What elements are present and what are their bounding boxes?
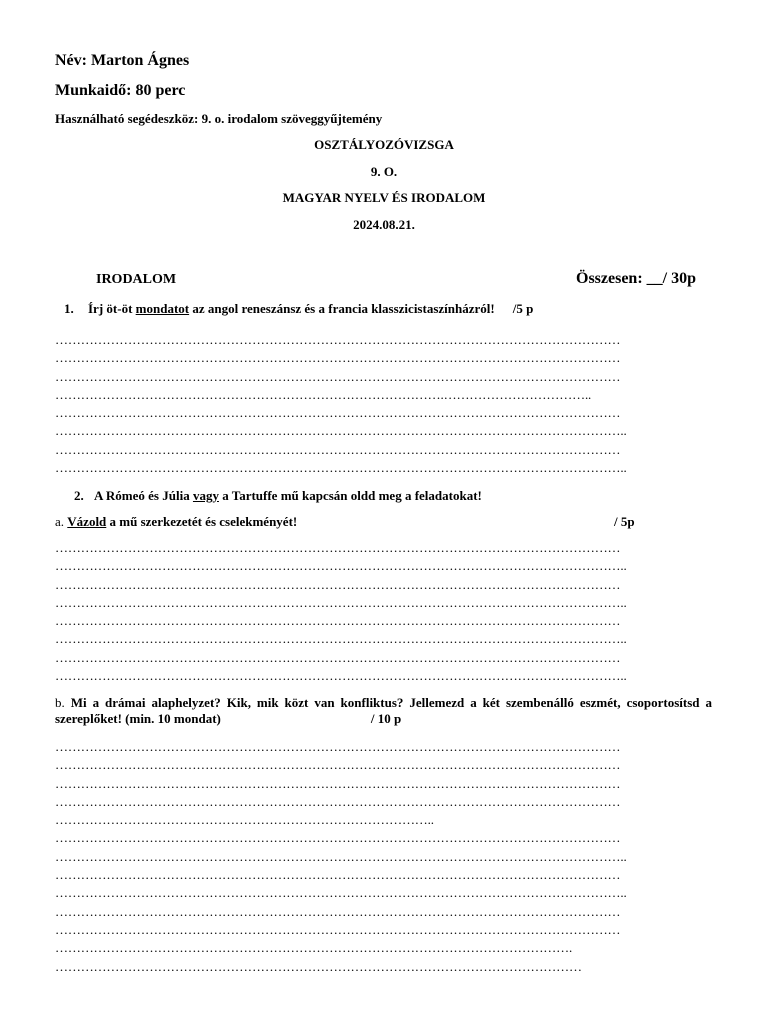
question-emphasis: Vázold [67,514,107,529]
answer-line[interactable]: …………………………………………………………………………………………………………………… [55,540,621,555]
answer-line[interactable]: …………………………………………………………………………………………………………………… [55,405,621,421]
question-text: a mű szerkezetét és cselekményét! [106,514,298,529]
answer-lines-q1[interactable] [55,331,627,477]
answer-line[interactable]: …………………………………………………………………………………………………………………….. [55,558,627,574]
question-2 [74,488,482,504]
exam-title: OSZTÁLYOZÓVIZSGA [314,137,454,152]
total-score: Összesen: __/ 30p [576,270,696,287]
question-text: a Tartuffe mű kapcsán oldd meg a feladatokat! [218,488,482,503]
answer-line[interactable]: …………………………………………………………………………………………………………… [55,958,582,974]
question-number: 2. [74,488,84,503]
question-1 [64,301,533,317]
subquestion-label: a. [55,514,68,529]
answer-line[interactable]: …………………………………………………………………………………………………………………….. [55,423,627,439]
answer-line[interactable]: …………………………………………………………………………………………………………………… [55,775,621,791]
student-name: Név: Marton Ágnes [55,52,190,69]
answer-line[interactable]: …………………………………………………………………………………………………………………….. [55,885,627,901]
question-2a-points: / 5p [614,514,635,529]
question-emphasis: vagy [192,488,219,503]
exam-date: 2024.08.21. [353,217,415,232]
question-text: Írj öt-öt [88,301,136,316]
section-title: IRODALOM [96,272,177,287]
answer-line[interactable]: …………………………………………………………………………………………………………………… [55,350,621,366]
question-text: A Rómeó és Júlia [94,488,193,503]
answer-line[interactable]: …………………………………………………………………………………………………………………….. [55,848,627,864]
question-number: 1. [64,301,74,316]
answer-line[interactable]: …………………………………………………………………………………………………………………… [55,576,621,592]
answer-line[interactable]: …………………………………………………………………………………………………………………… [55,332,621,347]
question-2a [55,514,297,530]
allowed-tools: Használható segédeszköz: 9. o. irodalom szöveggyűjtemény [55,111,383,126]
question-2b-points: / 10 p [370,711,402,726]
answer-line[interactable]: …………………………………………………………………………………………………………………… [55,903,621,919]
answer-line[interactable]: …………………………………………………………………………………………………………………… [55,757,621,773]
answer-line[interactable]: …………………………………………………………………………………………………………………….. [55,668,627,684]
answer-line[interactable]: …………………………………………………………………………………………………………………….. [55,631,627,647]
answer-lines-q2b[interactable] [55,738,627,976]
question-points: /5 p [512,301,534,316]
answer-line[interactable]: …………………………………………………………………………………………………………………… [55,921,621,937]
question-text: az angol reneszánsz és a francia klasszicistaszínházról! [189,301,495,316]
answer-line[interactable]: …………………………………………………………………………………………………………………… [55,649,621,665]
answer-line[interactable]: …………………………………………………………………………………………………………………… [55,830,621,846]
answer-line[interactable]: …………………………………………………………………………………………………………………… [55,368,621,384]
question-2b [55,695,712,727]
question-emphasis: mondatot [135,301,190,316]
answer-line[interactable]: …………………………………………………………………………………………………………………… [55,613,621,629]
answer-line[interactable]: …………………………………………………………………………….. [55,812,434,828]
answer-line[interactable]: …………………………………………………………………………………………………………. [55,940,573,956]
subject-title: MAGYAR NYELV ÉS IRODALOM [282,190,486,205]
subquestion-label: b. [55,695,71,710]
question-text: Mi a drámai alaphelyzet? Kik, mik közt van konfliktus? Jellemezd a két szembenálló eszmét, csoportosítsd a szereplőket! (min. 10 mondat) [55,695,712,726]
answer-line[interactable]: …………………………………………………………………………………………………………………….. [55,594,627,610]
answer-line[interactable]: …………………………………………………………………………………………………………………… [55,739,621,754]
answer-line[interactable]: …………………………………………………………………………………………………………………… [55,441,621,457]
answer-line[interactable]: ……………………………………………………………………………….…………………………….. [55,386,592,402]
answer-line[interactable]: …………………………………………………………………………………………………………………… [55,793,621,809]
grade-label: 9. O. [370,164,398,179]
answer-line[interactable]: …………………………………………………………………………………………………………………….. [55,460,627,476]
time-limit: Munkaidő: 80 perc [55,82,186,99]
answer-line[interactable]: …………………………………………………………………………………………………………………… [55,867,621,883]
answer-lines-q2a[interactable] [55,539,627,685]
